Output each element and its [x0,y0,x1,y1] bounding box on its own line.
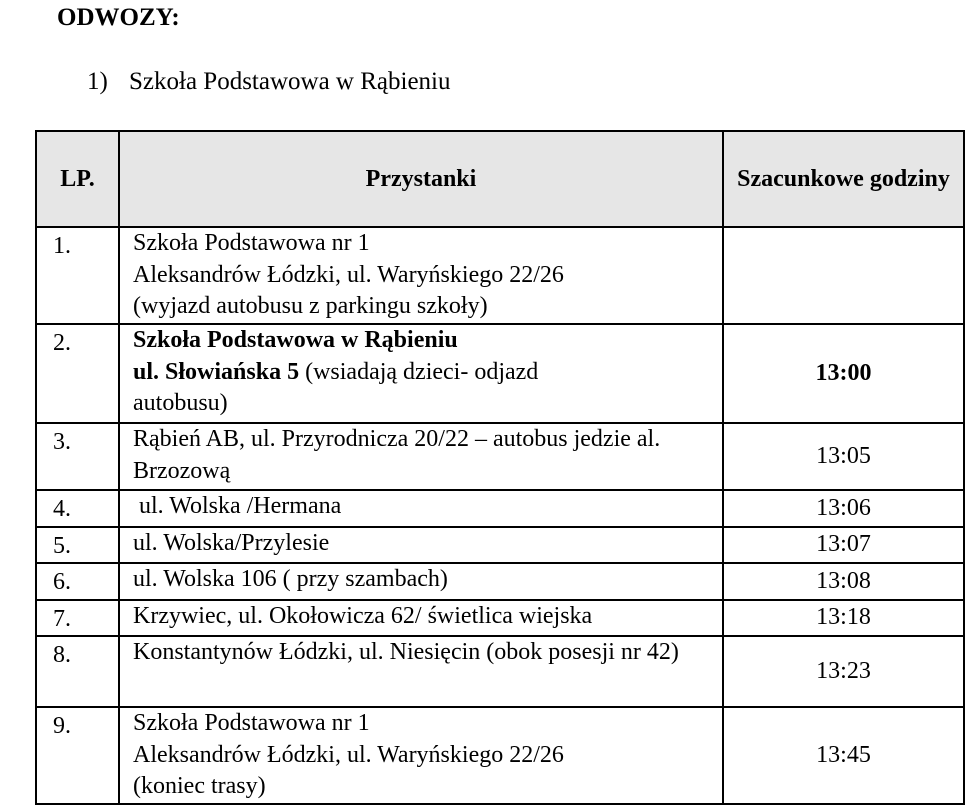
time-cell [723,227,964,324]
time-cell: 13:05 [723,423,964,490]
header-times: Szacunkowe godziny [723,131,964,227]
row-number: 5. [36,527,119,564]
stop-note: (wsiadają dzieci- odjazd [299,358,539,385]
section-title [87,68,450,96]
table-row [36,636,964,707]
time-cell: 13:07 [723,527,964,564]
row-number: 9. [36,707,119,804]
time-cell: 13:00 [723,324,964,423]
table-row [36,227,964,324]
stop-line: Aleksandrów Łódzki, ul. Waryńskiego 22/26 [133,741,564,768]
stop-line: Aleksandrów Łódzki, ul. Waryńskiego 22/26 [133,261,564,288]
row-number: 2. [36,324,119,423]
section-number: 1) [87,68,108,95]
stop-cell [119,707,723,804]
time-cell: 13:08 [723,563,964,600]
row-number: 6. [36,563,119,600]
table-row [36,324,964,423]
stop-line [133,357,716,389]
row-number: 7. [36,600,119,637]
table-row [36,707,964,804]
row-number: 4. [36,490,119,527]
stop-line: Szkoła Podstawowa nr 1 [133,710,370,736]
stops-table [35,130,965,805]
page-heading: ODWOZY: [57,4,180,31]
stop-line: Szkoła Podstawowa nr 1 [133,230,370,256]
stop-name-bold: Szkoła Podstawowa w Rąbieniu [133,327,458,353]
table-row [36,563,964,600]
row-number: 8. [36,636,119,707]
time-cell: 13:23 [723,636,964,707]
stop-cell [119,324,723,423]
header-lp: LP. [36,131,119,227]
row-number: 1. [36,227,119,324]
stop-cell: Krzywiec, ul. Okołowicza 62/ świetlica wiejska [119,600,723,637]
time-cell: 13:18 [723,600,964,637]
stop-cell: ul. Wolska/Przylesie [119,527,723,564]
stop-line: (wyjazd autobusu z parkingu szkoły) [133,293,488,319]
stop-cell: ul. Wolska /Hermana [119,490,723,527]
stop-cell: ul. Wolska 106 ( przy szambach) [119,563,723,600]
table-row [36,490,964,527]
section-name: Szkoła Podstawowa w Rąbieniu [129,68,451,95]
row-number: 3. [36,423,119,490]
stop-cell [119,227,723,324]
time-cell: 13:45 [723,707,964,804]
stop-cell: Rąbień AB, ul. Przyrodnicza 20/22 – autobus jedzie al. Brzozową [119,423,723,490]
stop-cell: Konstantynów Łódzki, ul. Niesięcin (obok posesji nr 42) [119,636,723,707]
stop-address-bold: ul. Słowiańska 5 [133,358,300,385]
stop-line: autobusu) [133,390,228,416]
table-row [36,423,964,490]
header-stops: Przystanki [119,131,723,227]
stop-line [133,325,716,357]
table-row [36,600,964,637]
stop-line: (koniec trasy) [133,773,266,799]
time-cell: 13:06 [723,490,964,527]
table-header-row [36,131,964,227]
table-row [36,527,964,564]
